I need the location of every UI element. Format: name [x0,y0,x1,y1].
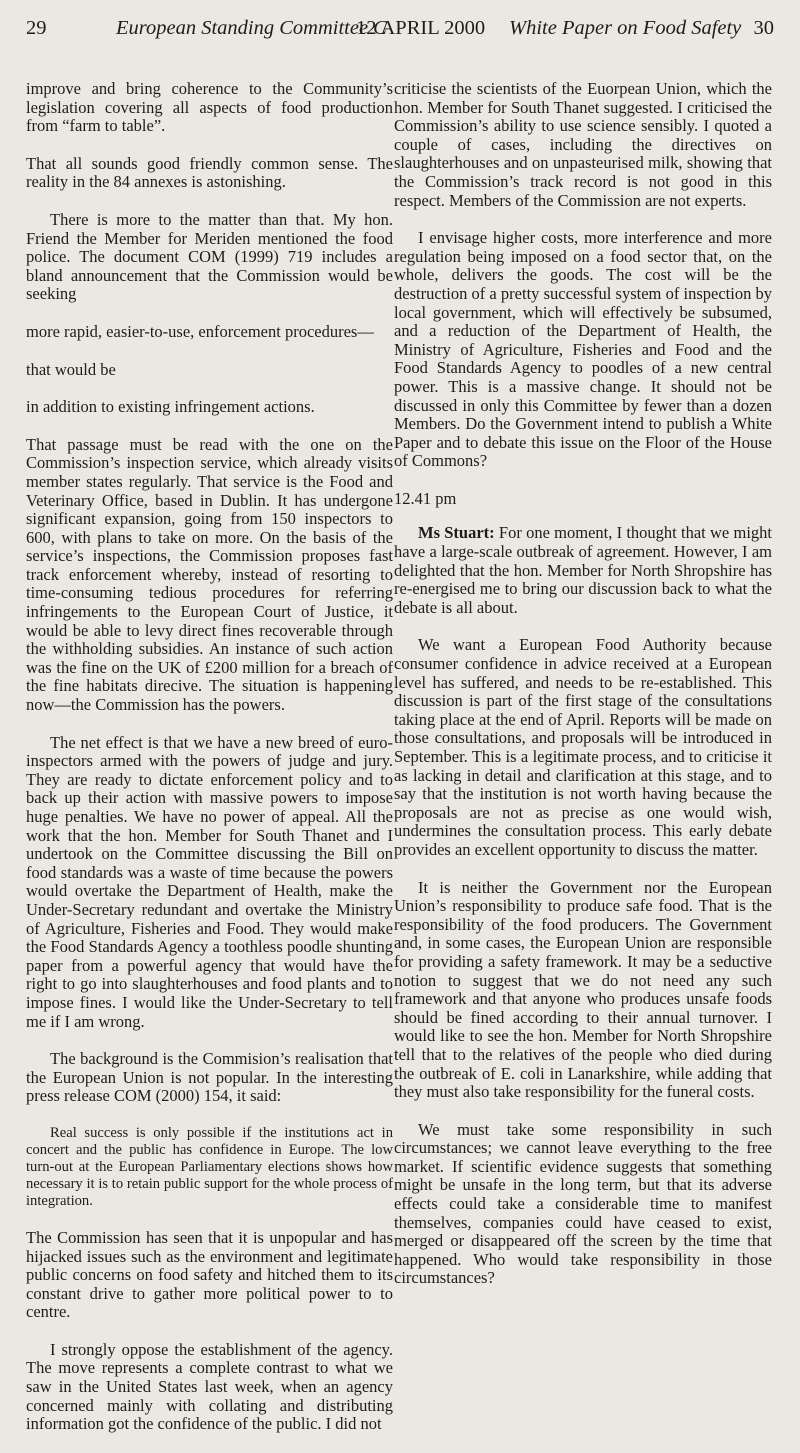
timestamp: 12.41 pm [394,488,457,508]
paragraph: We must take some responsibility in such circumstances; we cannot leave everything to the free market. If scientific evidence suggests that something might be unsafe in the long term, but that its adverse effects could take a considerable time to manifest themselves, companies could have ceased to exist, merged or disappeared off the screen by the time that happened. Who would take responsibility in those circumstances? [394,1119,772,1288]
paragraph: That all sounds good friendly common sense. The reality in the 84 annexes is astonishing. [26,153,393,192]
paragraph: more rapid, easier-to-use, enforcement procedures— [26,321,374,341]
sitting-date: 12 APRIL 2000 [356,17,486,39]
paragraph: We want a European Food Authority because consumer confidence in advice received at a European level has suffered, and needs to be re-established. This discussion is part of the first stage of the consultations taking place at the end of April. Reports will be made on those consultations, and proposals will be introduced in September. This is a legitimate process, and to criticise it as lacking in detail and clarification at this stage, and to say that the institution is not worth having because the proposals are not as precise as one would wish, undermines the consultation process. This early debate provides an excellent opportunity to discuss the matter. [394,635,772,859]
right-column [394,80,772,1307]
page-number-right: 30 [753,17,774,39]
committee-name: European Standing Committee C [116,17,387,39]
paragraph: I envisage higher costs, more interference and more regulation being imposed on a food sector that, on the whole, delivers the goods. The cost will be the destruction of a pretty successful system of inspection by local government, which will effectively be subsumed, and a reduction of the Department of Health, the Ministry of Agriculture, Fisheries and Food and the Food Standards Agency to poodles of a new central power. This is a massive change. It should not be discussed in only this Committee by fewer than a dozen Members. Do the Government intend to publish a White Paper and to debate this issue on the Floor of the House of Commons? [394,228,772,471]
paragraph: It is neither the Government nor the European Union’s responsibility to produce safe food. That is the responsibility of the food producers. The Government and, in some cases, the European Union are responsible for providing a safety framework. It may be a seductive notion to suggest that we do not need any such framework and that anyone who produces unsafe foods should be fined according to their annual turnover. I would like to see the hon. Member for North Shropshire tell that to the relatives of the people who died during the outbreak of E. coli in Lanarkshire, while adding that they must also take responsibility for the funeral costs. [394,877,772,1102]
paragraph: that would be [26,359,116,379]
speaker-name: Ms Stuart: [418,523,495,543]
document-title: White Paper on Food Safety [509,17,742,39]
paragraph: improve and bring coherence to the Community’s legislation covering all aspects of food production from “farm to table”. [26,79,393,136]
paragraph: in addition to existing infringement actions. [26,397,315,417]
left-column [26,80,393,1453]
paragraph: I strongly oppose the establishment of the agency. The move represents a complete contrast to what we saw in the United States last week, when an agency concerned mainly with collating and distributing information got the confidence of the public. I did not [26,1339,393,1434]
page-number-left: 29 [26,17,47,39]
speech-text: For one moment, I thought that we might have a large-scale outbreak of agreement. However, I am delighted that the hon. Member for North Shropshire has re-energised me to bring our discussion back to what the debate is all about. [394,523,772,617]
paragraph: The background is the Commision’s realisation that the European Union is not popular. In the interesting press release COM (2000) 154, it said: [26,1049,393,1106]
paragraph: The Commission has seen that it is unpopular and has hijacked issues such as the environment and legitimate public concerns on food safety and hitched them to its constant drive to gather more political power to to centre. [26,1227,393,1322]
paragraph: There is more to the matter than that. My hon. Friend the Member for Meriden mentioned the food police. The document COM (1999) 719 includes a bland announcement that the Commission would be seeking [26,209,393,304]
quotation: Real success is only possible if the institutions act in concert and the public has confidence in Europe. The low turn-out at the European Parliamentary elections shows how necessary it is to retain public support for the whole process of integration. [26,1124,393,1209]
paragraph: criticise the scientists of the Euorpean Union, which the hon. Member for South Thanet suggested. I criticised the Commission’s ability to use science sensibly. I quoted a couple of cases, including the directives on slaughterhouses and on unpasteurised milk, showing that the Commission’s track record is not good in this respect. Members of the Commission are not experts. [394,79,772,210]
speech-paragraph [394,524,772,617]
running-header [26,6,774,50]
paragraph: That passage must be read with the one on the Commission’s inspection service, which already visits member states regularly. That service is the Food and Veterinary Office, based in Dublin. It has undergone significant expansion, going from 150 inspectors to 600, with plans to take on more. On the basis of the service’s inspections, the Commission proposes fast track enforcement whereby, instead of resorting to time-consuming tedious procedures for referring infringements to the European Court of Justice, it would be able to levy direct fines recoverable through the withholding subsidies. An instance of such action was the fine on the UK of £200 million for a breach of the fine habitats direcive. The situation is happening now—the Commission has the powers. [26,434,393,715]
paragraph: The net effect is that we have a new breed of euro-inspectors armed with the powers of judge and jury. They are ready to dictate enforcement policy and to back up their action with massive powers to impose huge penalties. We have no power of appeal. All the work that the hon. Member for South Thanet and I undertook on the Committee discussing the Bill on food standards was a waste of time because the powers would overtake the Department of Health, make the Under-Secretary redundant and overtake the Ministry of Agriculture, Fisheries and Food. They would make the Food Standards Agency a toothless poodle shunting paper from a powerful agency that would have the right to go into slaughterhouses and food plants and to impose fines. I would like the Under-Secretary to tell me if I am wrong. [26,732,393,1031]
